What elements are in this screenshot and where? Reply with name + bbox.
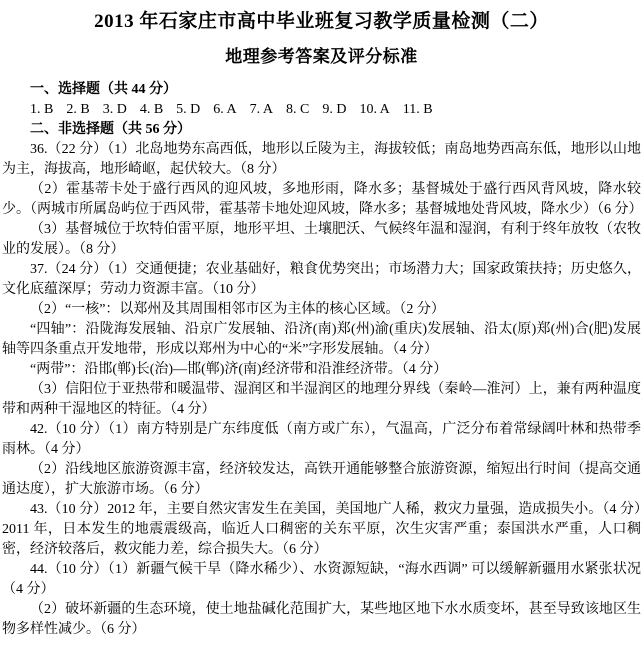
choice-answer-item: 8. C	[285, 102, 310, 117]
choice-section-heading: 一、选择题（共 44 分）	[30, 82, 177, 97]
page-title: 2013 年石家庄市高中毕业班复习教学质量检测（二）	[94, 11, 549, 32]
answer-paragraph: 44.（10 分）（1）新疆气候干旱（降水稀少）、水资源短缺，“海水西调” 可以缓解新疆用水紧张状况（4 分）	[2, 562, 641, 597]
answer-paragraph: 43.（10 分）2012 年，主要自然灾害发生在美国，美国地广人稀，救灾力量强，造成损失小。（4 分）2011 年，日本发生的地震震级高，临近人口稠密的关东平原，次生灾害严重；泰国洪水严重，人口稠密，经济较落后，救灾能力差，综合损失大。（6 分）	[2, 502, 641, 557]
choice-answer-item: 4. B	[139, 102, 164, 117]
answer-paragraph: “两带”：沿邯(郸)长(治)—邯(郸)济(南)经济带和沿淮经济带。（4 分）	[30, 362, 448, 377]
answer-paragraph: 37.（24 分）（1）交通便捷；农业基础好，粮食优势突出；市场潜力大；国家政策扶持；历史悠久，文化底蕴深厚；劳动力资源丰富。（10 分）	[2, 262, 641, 297]
choice-answer-item: 1. B	[30, 102, 54, 117]
choice-answer-item: 3. D	[102, 102, 127, 117]
answer-paragraph: （2）沿线地区旅游资源丰富，经济较发达，高铁开通能够整合旅游资源，缩短出行时间（提高交通通达度），扩大旅游市场。（6 分）	[2, 462, 641, 497]
non-choice-section-heading: 二、非选择题（共 56 分）	[30, 122, 191, 137]
answer-paragraph: （2）“一核”：以郑州及其周围相邻市区为主体的核心区域。（2 分）	[30, 302, 445, 317]
answer-paragraph: 36.（22 分）（1）北岛地势东高西低，地形以丘陵为主，海拔较低；南岛地势西高东低，地形以山地为主，海拔高，地形崎岖，起伏较大。（8 分）	[2, 142, 641, 177]
choice-answer-item: 2. B	[66, 102, 90, 117]
answer-paragraph: 42.（10 分）（1）南方特别是广东纬度低（南方或广东），气温高，广泛分布着常绿阔叶林和热带季雨林。（4 分）	[2, 422, 641, 457]
answer-paragraph: （3）信阳位于亚热带和暖温带、湿润区和半湿润区的地理分界线（秦岭—淮河）上，兼有两种温度带和两种干湿地区的特征。（4 分）	[2, 382, 641, 417]
answer-paragraph: “四轴”：沿陇海发展轴、沿京广发展轴、沿济(南)郑(州)渝(重庆)发展轴、沿太(原)郑(州)合(肥)发展轴等四条重点开发地带，形成以郑州为中心的“米”字形发展轴。（4 分）	[2, 322, 641, 357]
page-subtitle: 地理参考答案及评分标准	[225, 47, 418, 66]
choice-answer-item: 7. A	[249, 102, 273, 117]
answer-paragraph: （2）破坏新疆的生态环境，使土地盐碱化范围扩大，某些地区地下水水质变坏，甚至导致该地区生物多样性减少。（6 分）	[2, 602, 641, 637]
choice-answer-item: 10. A	[359, 102, 390, 117]
choice-answer-item: 6. A	[213, 102, 237, 117]
choice-answers-line	[2, 100, 641, 120]
choice-answer-item: 11. B	[402, 102, 433, 117]
answer-paragraph: （2）霍基蒂卡处于盛行西风的迎风坡，多地形雨，降水多；基督城处于盛行西风背风坡，降水较少。（两城市所属岛屿位于西风带，霍基蒂卡地处迎风坡，降水多；基督城地处背风坡，降水少）（6 分）	[2, 182, 643, 217]
answer-paragraphs-container	[2, 140, 641, 640]
choice-answer-item: 9. D	[322, 102, 347, 117]
choice-answer-item: 5. D	[176, 102, 201, 117]
answer-paragraph: （3）基督城位于坎特伯雷平原，地形平坦、土壤肥沃、气候终年温和湿润，有利于终年放牧（农牧业的发展）。（8 分）	[2, 222, 641, 257]
